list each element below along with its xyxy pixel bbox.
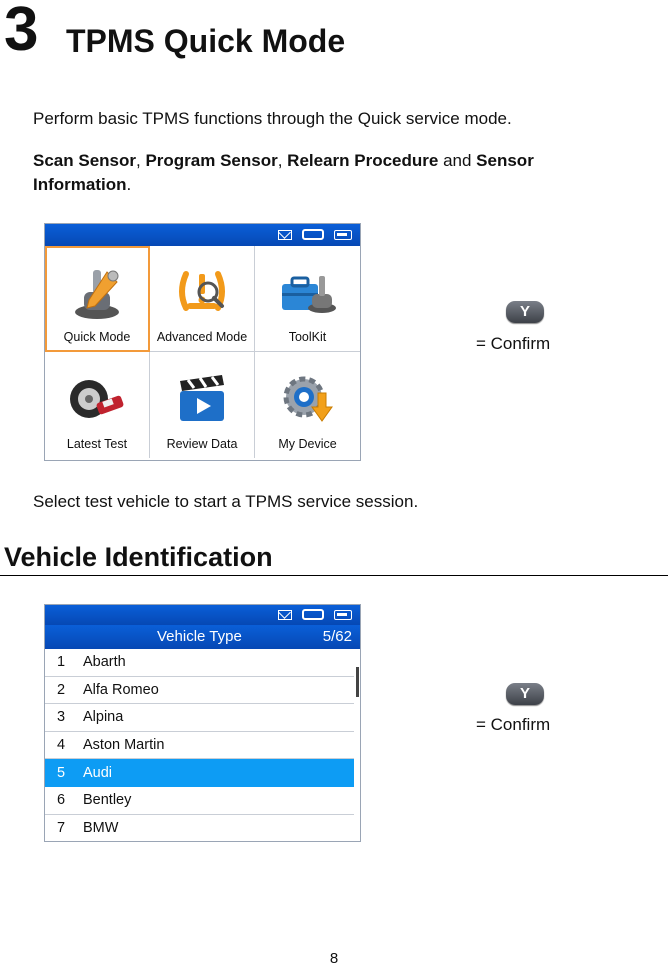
tile-advanced-mode[interactable]: [150, 246, 255, 352]
status-bar: [45, 224, 360, 246]
vehicle-type-title: Vehicle Type: [157, 628, 242, 645]
tile-label: Latest Test: [66, 437, 128, 451]
quick-mode-icon: [67, 262, 127, 322]
item-number: 1: [57, 654, 66, 671]
item-name: Alfa Romeo: [83, 681, 159, 698]
intro-text: Perform basic TPMS functions through the Quick service mode.: [33, 109, 512, 128]
vehicle-item-selected[interactable]: [45, 759, 354, 787]
battery-icon: [334, 610, 352, 620]
vehicle-type-screen: [44, 604, 361, 842]
program-sensor-term: Program Sensor: [145, 151, 278, 170]
item-name: Bentley: [83, 792, 132, 809]
separator: ,: [136, 151, 146, 170]
home-screen: [44, 223, 361, 461]
item-name: Aston Martin: [83, 737, 165, 754]
relearn-procedure-term: Relearn Procedure: [287, 151, 439, 170]
status-bar: [45, 605, 360, 625]
vehicle-type-header: [45, 625, 360, 649]
tile-label: Review Data: [166, 437, 238, 451]
tile-quick-mode[interactable]: [45, 246, 150, 352]
sensor-information-term-1: Sensor: [476, 151, 534, 170]
chapter-title: TPMS Quick Mode: [66, 23, 346, 59]
section-title: Vehicle Identification: [4, 542, 273, 572]
vehicle-item[interactable]: [45, 815, 354, 842]
tile-label: My Device: [278, 437, 337, 451]
functions-text: [33, 149, 633, 197]
y-key-icon: Y: [506, 301, 544, 323]
tile-review-data[interactable]: [150, 352, 255, 458]
vehicle-item[interactable]: [45, 787, 354, 815]
item-number: 3: [57, 709, 66, 726]
period: .: [126, 175, 132, 194]
battery-icon: [334, 230, 352, 240]
item-number: 2: [57, 681, 66, 698]
vehicle-list: [45, 649, 360, 841]
list-scrollbar[interactable]: [356, 667, 359, 697]
page-number: 8: [329, 950, 339, 967]
item-number: 7: [57, 819, 66, 836]
item-name: Audi: [83, 764, 113, 781]
vehicle-item[interactable]: [45, 649, 354, 677]
tile-toolkit[interactable]: [255, 246, 360, 352]
toolbox-icon: [278, 262, 338, 322]
separator: ,: [277, 151, 288, 170]
message-icon: [278, 610, 292, 620]
connection-icon: [302, 609, 324, 620]
wheel-scanner-icon: [67, 369, 127, 429]
confirm-label: = Confirm: [476, 334, 551, 353]
y-key-icon: Y: [506, 683, 544, 705]
item-number: 6: [57, 792, 66, 809]
item-name: Alpina: [83, 709, 124, 726]
tile-label: Advanced Mode: [156, 330, 248, 344]
tpms-warning-icon: [172, 262, 232, 322]
tile-label: Quick Mode: [63, 330, 131, 344]
sensor-information-term-2: Information: [33, 175, 127, 194]
chapter-number: 3: [4, 0, 39, 64]
message-icon: [278, 230, 292, 240]
conjunction: and: [438, 151, 477, 170]
select-vehicle-text: Select test vehicle to start a TPMS service session.: [33, 492, 419, 511]
item-number: 4: [57, 737, 66, 754]
vehicle-item[interactable]: [45, 704, 354, 732]
tile-label: ToolKit: [288, 330, 327, 344]
item-name: BMW: [83, 819, 119, 836]
tile-my-device[interactable]: [255, 352, 360, 458]
clapperboard-icon: [172, 369, 232, 429]
section-divider: [0, 575, 668, 576]
scan-sensor-term: Scan Sensor: [33, 151, 136, 170]
item-name: Abarth: [83, 654, 126, 671]
connection-icon: [302, 229, 324, 240]
gear-download-icon: [278, 369, 338, 429]
vehicle-item[interactable]: [45, 677, 354, 705]
tile-latest-test[interactable]: [45, 352, 150, 458]
confirm-label: = Confirm: [476, 715, 551, 734]
vehicle-counter: 5/62: [322, 628, 352, 645]
item-number: 5: [57, 764, 66, 781]
vehicle-item[interactable]: [45, 732, 354, 760]
